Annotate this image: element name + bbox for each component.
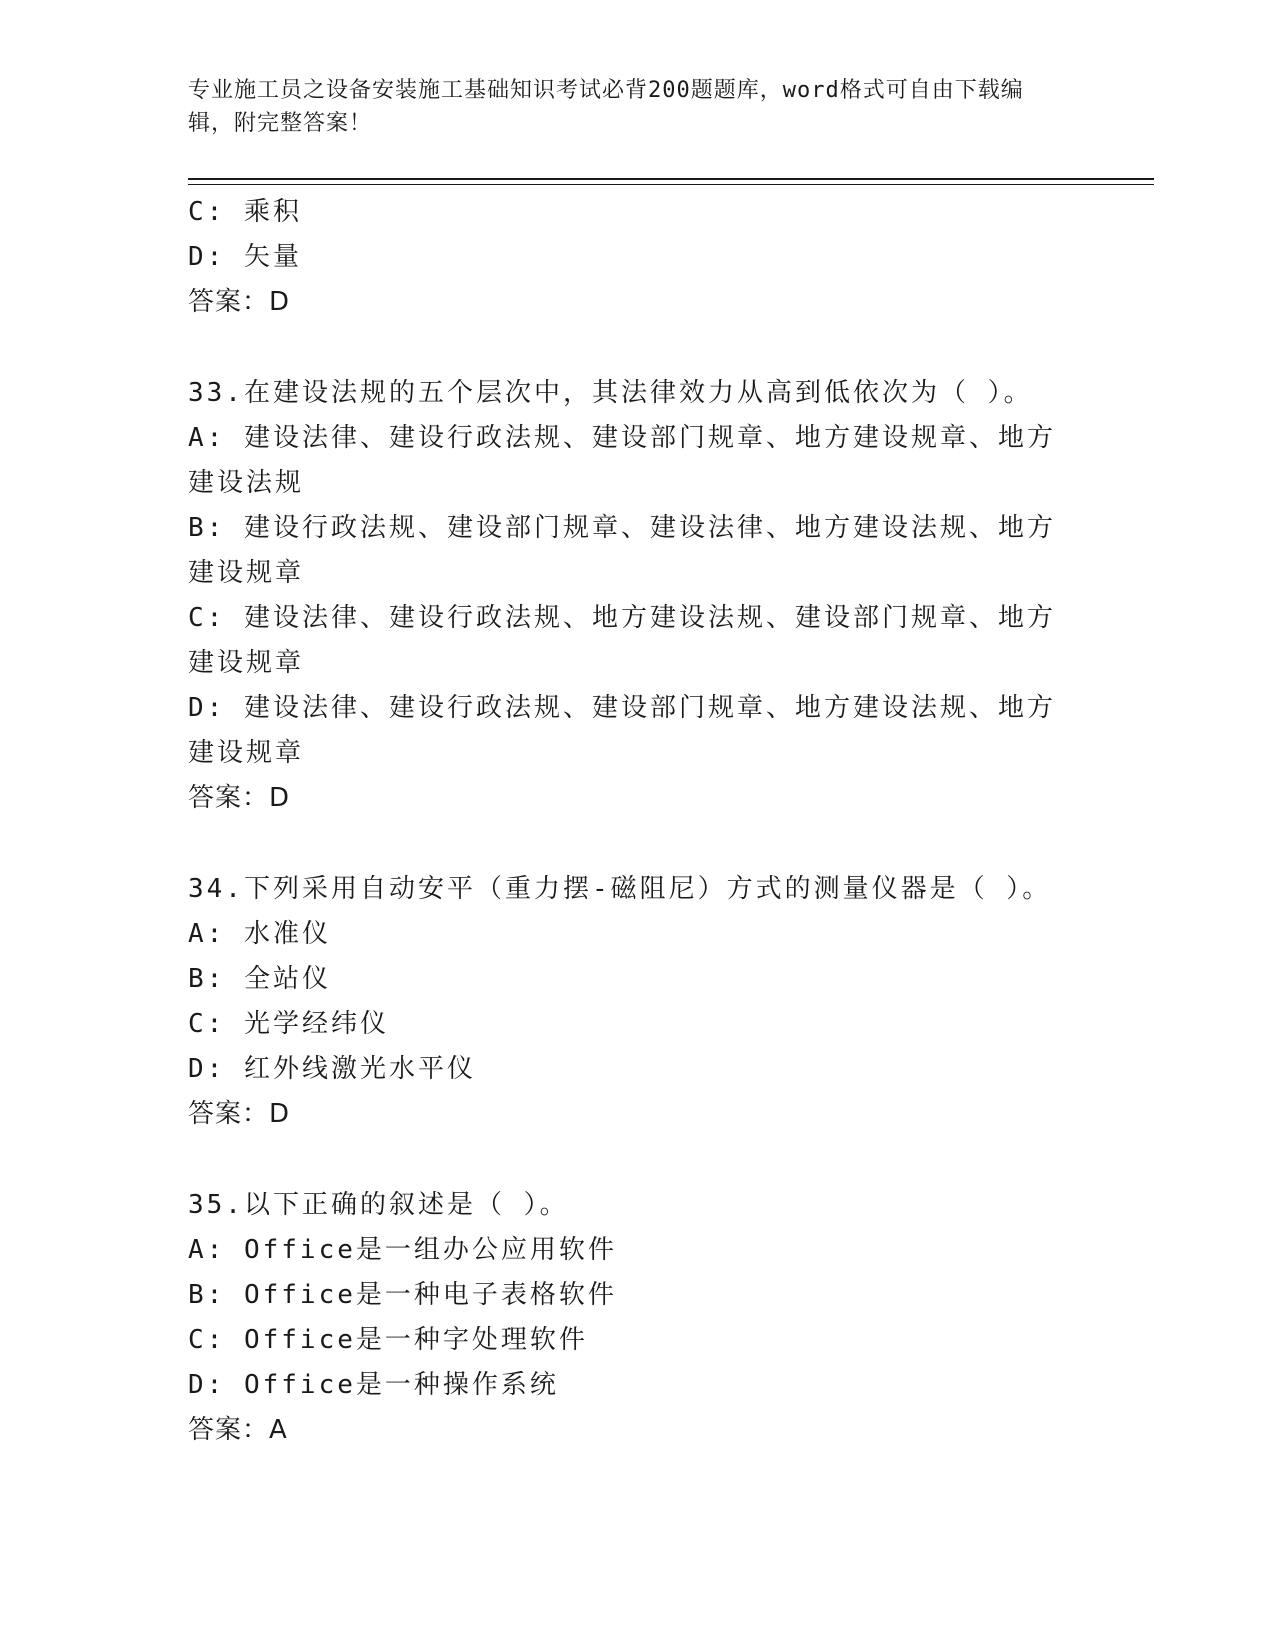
q33-answer: 答案：D [188,783,291,813]
option-d-prev: D: 矢量 [188,242,302,272]
q33-option-b: B: 建设行政法规、建设部门规章、建设法律、地方建设法规、地方建设规章 [188,513,1056,588]
question-35: 35.以下正确的叙述是（ ）。 [188,1190,569,1220]
q34-option-b: B: 全站仪 [188,964,331,994]
header-divider-thick [188,178,1154,180]
q35-option-c: C: Office是一种字处理软件 [188,1325,588,1355]
q33-option-c: C: 建设法律、建设行政法规、地方建设法规、建设部门规章、地方建设规章 [188,603,1056,678]
q35-answer: 答案：A [188,1415,288,1445]
q33-option-d: D: 建设法律、建设行政法规、建设部门规章、地方建设法规、地方建设规章 [188,693,1056,768]
option-c-prev: C: 乘积 [188,197,302,227]
q35-option-b: B: Office是一种电子表格软件 [188,1280,617,1310]
question-33: 33.在建设法规的五个层次中，其法律效力从高到低依次为（ ）。 [188,378,1033,408]
document-header: 专业施工员之设备安装施工基础知识考试必背200题题库，word格式可自由下载编辑，附完整答案！ [188,78,1024,136]
q34-option-a: A: 水准仪 [188,919,331,949]
question-content [188,190,1088,1453]
q34-answer: 答案：D [188,1099,291,1129]
q35-option-a: A: Office是一组办公应用软件 [188,1235,617,1265]
answer-prev: 答案：D [188,287,291,317]
q35-option-d: D: Office是一种操作系统 [188,1370,559,1400]
header-divider-thin [188,184,1154,185]
q33-option-a: A: 建设法律、建设行政法规、建设部门规章、地方建设规章、地方建设法规 [188,423,1056,498]
q34-option-c: C: 光学经纬仪 [188,1009,389,1039]
q34-option-d: D: 红外线激光水平仪 [188,1054,476,1084]
question-34: 34.下列采用自动安平（重力摆-磁阻尼）方式的测量仪器是（ ）。 [188,874,1052,904]
